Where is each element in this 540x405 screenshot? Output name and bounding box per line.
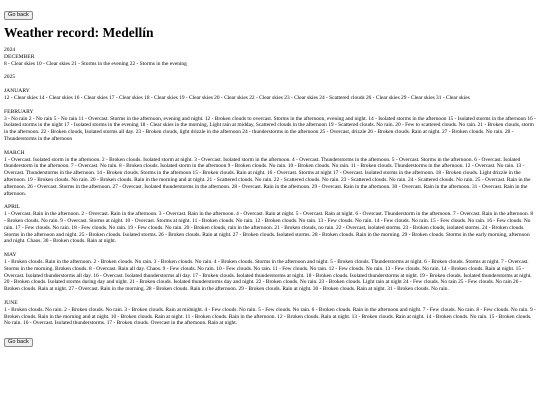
go-back-button-top[interactable]: Go back [4, 11, 33, 20]
month-heading-december: DECEMBER [4, 53, 35, 60]
month-heading-march: MARCH [4, 149, 25, 156]
month-heading-june: JUNE [4, 299, 18, 306]
month-text-january: 12 - Clear skies 14 - Clear skies 16 - Clear skies 17 - Clear skies 18 - Clear skies 19 - Clear skies 20 - Clear skies 22 - Clear skies 23 - Clear skies 24 - Scattered clouds 26 - Clear skies 29 - Clear skies 31 - Clear skies [4, 94, 470, 101]
page [4, 3, 536, 348]
month-heading-april: APRIL [4, 204, 21, 211]
year-heading-2024: 2024 [4, 47, 16, 53]
month-heading-may: MAY [4, 252, 17, 259]
month-text-april: 1 - Overcast. Rain in the afternoon. 2 - Overcast. Rain in the afternoon. 3 - Overcast. Rain in the afternoon. 4 - Overcast. Rain at night. 5 - Overcast. Rain at night. 6 - Overcast. Thunderstorm in the afternoon. 7 - Overcast. Rain in the afternoon. 8 - Broken clouds. No rain. 9 - Overcast. Storms at night. 10 - Overcast. Storms at night. 11 - Broken clouds. No rain. 12 - Broken clouds. No rain. 13 - Few clouds. No rain. 14 - Few clouds. No rain. 15 - Few clouds. No rain. 16 - Few clouds. No rain. 17 - Few clouds. No rain. 18 - Few clouds. No rain. 19 - Few clouds. No rain. 20 - Broken clouds, rain in the afternoon. 21 - Broken clouds, no rain. 22 - Overcast, isolated storms. 23 - Broken clouds, isolated storms. 24 - Broken clouds. Storms in the afternoon and night. 25 - Broken clouds. Isolated storms. 26 - Broken clouds. Rain at night. 27 - Broken clouds. Isolated storms. 28 - Broken clouds. Rain in the morning. 29 - Broken clouds. Storms in the early morning, afternoon and night. Chaos. 30 - Broken clouds. Rain at night. [4, 211, 534, 245]
page-title: Weather record: Medellín [4, 25, 154, 40]
month-text-june: 1 - Broken clouds. No rain. 2 - Broken clouds. No rain. 3 - Broken clouds. Rain at midnight. 4 - Few clouds. No rain. 5 - Few clouds. No rain. 6 - Broken clouds. Rain in the afternoon and night. 7 - Few clouds. No rain. 8 - Few clouds. No rain. 9 - Broken clouds. Rain in the morning and at night. 10 - Broken clouds. Rain at night. 11 - Broken clouds. Rain in the afternoon. 12 - Broken clouds. Rain at night. 13 - Broken clouds. Rain at night. 14 - Broken clouds. No rain. 15 - Broken clouds. No rain. 16 - Overcast. Isolated thunderstorms. 17 - Broken clouds. Overcast in the afternoon. Rain at night. [4, 306, 536, 327]
month-heading-february: FEBRUARY [4, 108, 34, 115]
month-text-december: 8 - Clear skies 10 - Clear skies 21 - Storms in the evening 22 - Storms in the evening [4, 60, 187, 67]
month-heading-january: JANUARY [4, 88, 30, 95]
year-heading-2025: 2025 [4, 74, 16, 81]
month-text-february: 3 - No rain 2 - No rain 5 - No rain 11 - Overcast. Storms in the afternoon, evening and night. 12 - Broken clouds to overcast. Storms in the afternoon, evening and night. 14 - Isolated storms in the afternoon 15 - Isolated storms in the afternoon 16 - Isolated storms in the night 17 - Isolated storms in the evening 18 - Clear skies in the morning, Light rain at midday, Scattered clouds in the afternoon 19 - Scattered clouds. No rain. 20 - Few to scattered clouds. No rain. 21 - Broken clouds, storm in the afternoon. 22 - Broken clouds, Isolated storms all day. 23 - Broken clouds, light drizzle in the afternoon 24 - thunderstorms in the afternoon 25 - Overcast, drizzle 26 - Broken clouds. Rain at night. 27 - Broken clouds. No rain. 28 - Thunderstorms in the afternoon [4, 115, 536, 142]
month-text-march: 1 - Overcast. Isolated storm in the afternoon. 2 - Broken clouds. Isolated storm at night. 3 - Overcast. Isolated storm in the afternoon. 4 - Overcast. Thunderstorms in the afternoon. 5 - Overcast. Storms in the afternoon. 6 - Overcast. Isolated thunderstorm in the afternoon. 7 - Overcast. No rain. 8 - Broken clouds. Isolated storm in the afternoon 9 - Broken clouds. No rain. 10 - Broken clouds. No rain. 11 - Broken clouds. Thunderstorms in the afternoon. 12 - Overcast. No rain. 13 - Overcast. Thunderstorms in the afternoon. 14 - Broken clouds. Storms in the afternoon 15 - Broken clouds. Rain at night. 16 - Overcast. Storms at night 17 - Overcast. Isolated storms in the afternoon. 18 - Broken clouds. Light drizzle in the afternoon. 19 - Broken clouds. No rain. 20 - Broken clouds. Rain in the morning and at night. 21 - Scattered clouds. No rain. 22 - Scattered clouds. No rain. 23 - Scattered clouds. No rain. 24 - Scattered clouds. No rain. 25 - Overcast. Rain in the afternoon. 26 - Overcast. Storms in the afternoon. 27 - Overcast. Isolated thunderstorms in the afternoon. 28 - Overcast. Rain in the afternoon. 29 - Overcast. Rain in the afternoon. 30 - Overcast. Rain in the afternoon. 31 - Overcast. Rain in the afternoon. [4, 156, 531, 197]
go-back-button-bottom[interactable]: Go back [4, 338, 33, 347]
month-text-may: 1 - Broken clouds. Rain in the afternoon. 2 - Broken clouds. No rain. 3 - Broken clouds. No rain. 4 - Broken clouds. Storms in the afternoon and night. 5 - Broken clouds. Thunderstorms at night. 6 - Broken clouds. Storms at night. 7 - Overcast. Storms in the morning. Broken clouds. 8 - Overcast. Rain all day. Chaos. 9 - Few clouds. No rain. 10 - Few clouds. No rain. 11 - Few clouds. No rain. 12 - Few clouds. No rain. 13 - Few clouds. No rain. 14 - Broken clouds. Rain at night. 15 - Overcast. Isolated thunderstorms all day. 16 - Overcast. Isolated thunderstorms all day. 17 - Broken clouds. Isolated thunderstorms at night. 18 - Broken clouds. Isolated thunderstorms at night. 19 - Broken clouds. Isolated thunderstorms at night. 20 - Broken clouds. Isolated storms during day and night. 21 - Broken clouds. Isolated thunderstorms day and night. 22 - Broken clouds. No rain. 23 - Broken clouds. Light rain at night 24 - Few clouds. No rain 25 - Few clouds. No rain 26 - Broken clouds. Rain at night. 27 - Overcast. Rain in the morning. 28 - Broken clouds. Rain in the afternoon. 29 - Broken clouds. Rain at night. 30 - Broken clouds. Rain at night. 31 - Broken clouds. No rain. [4, 258, 532, 293]
